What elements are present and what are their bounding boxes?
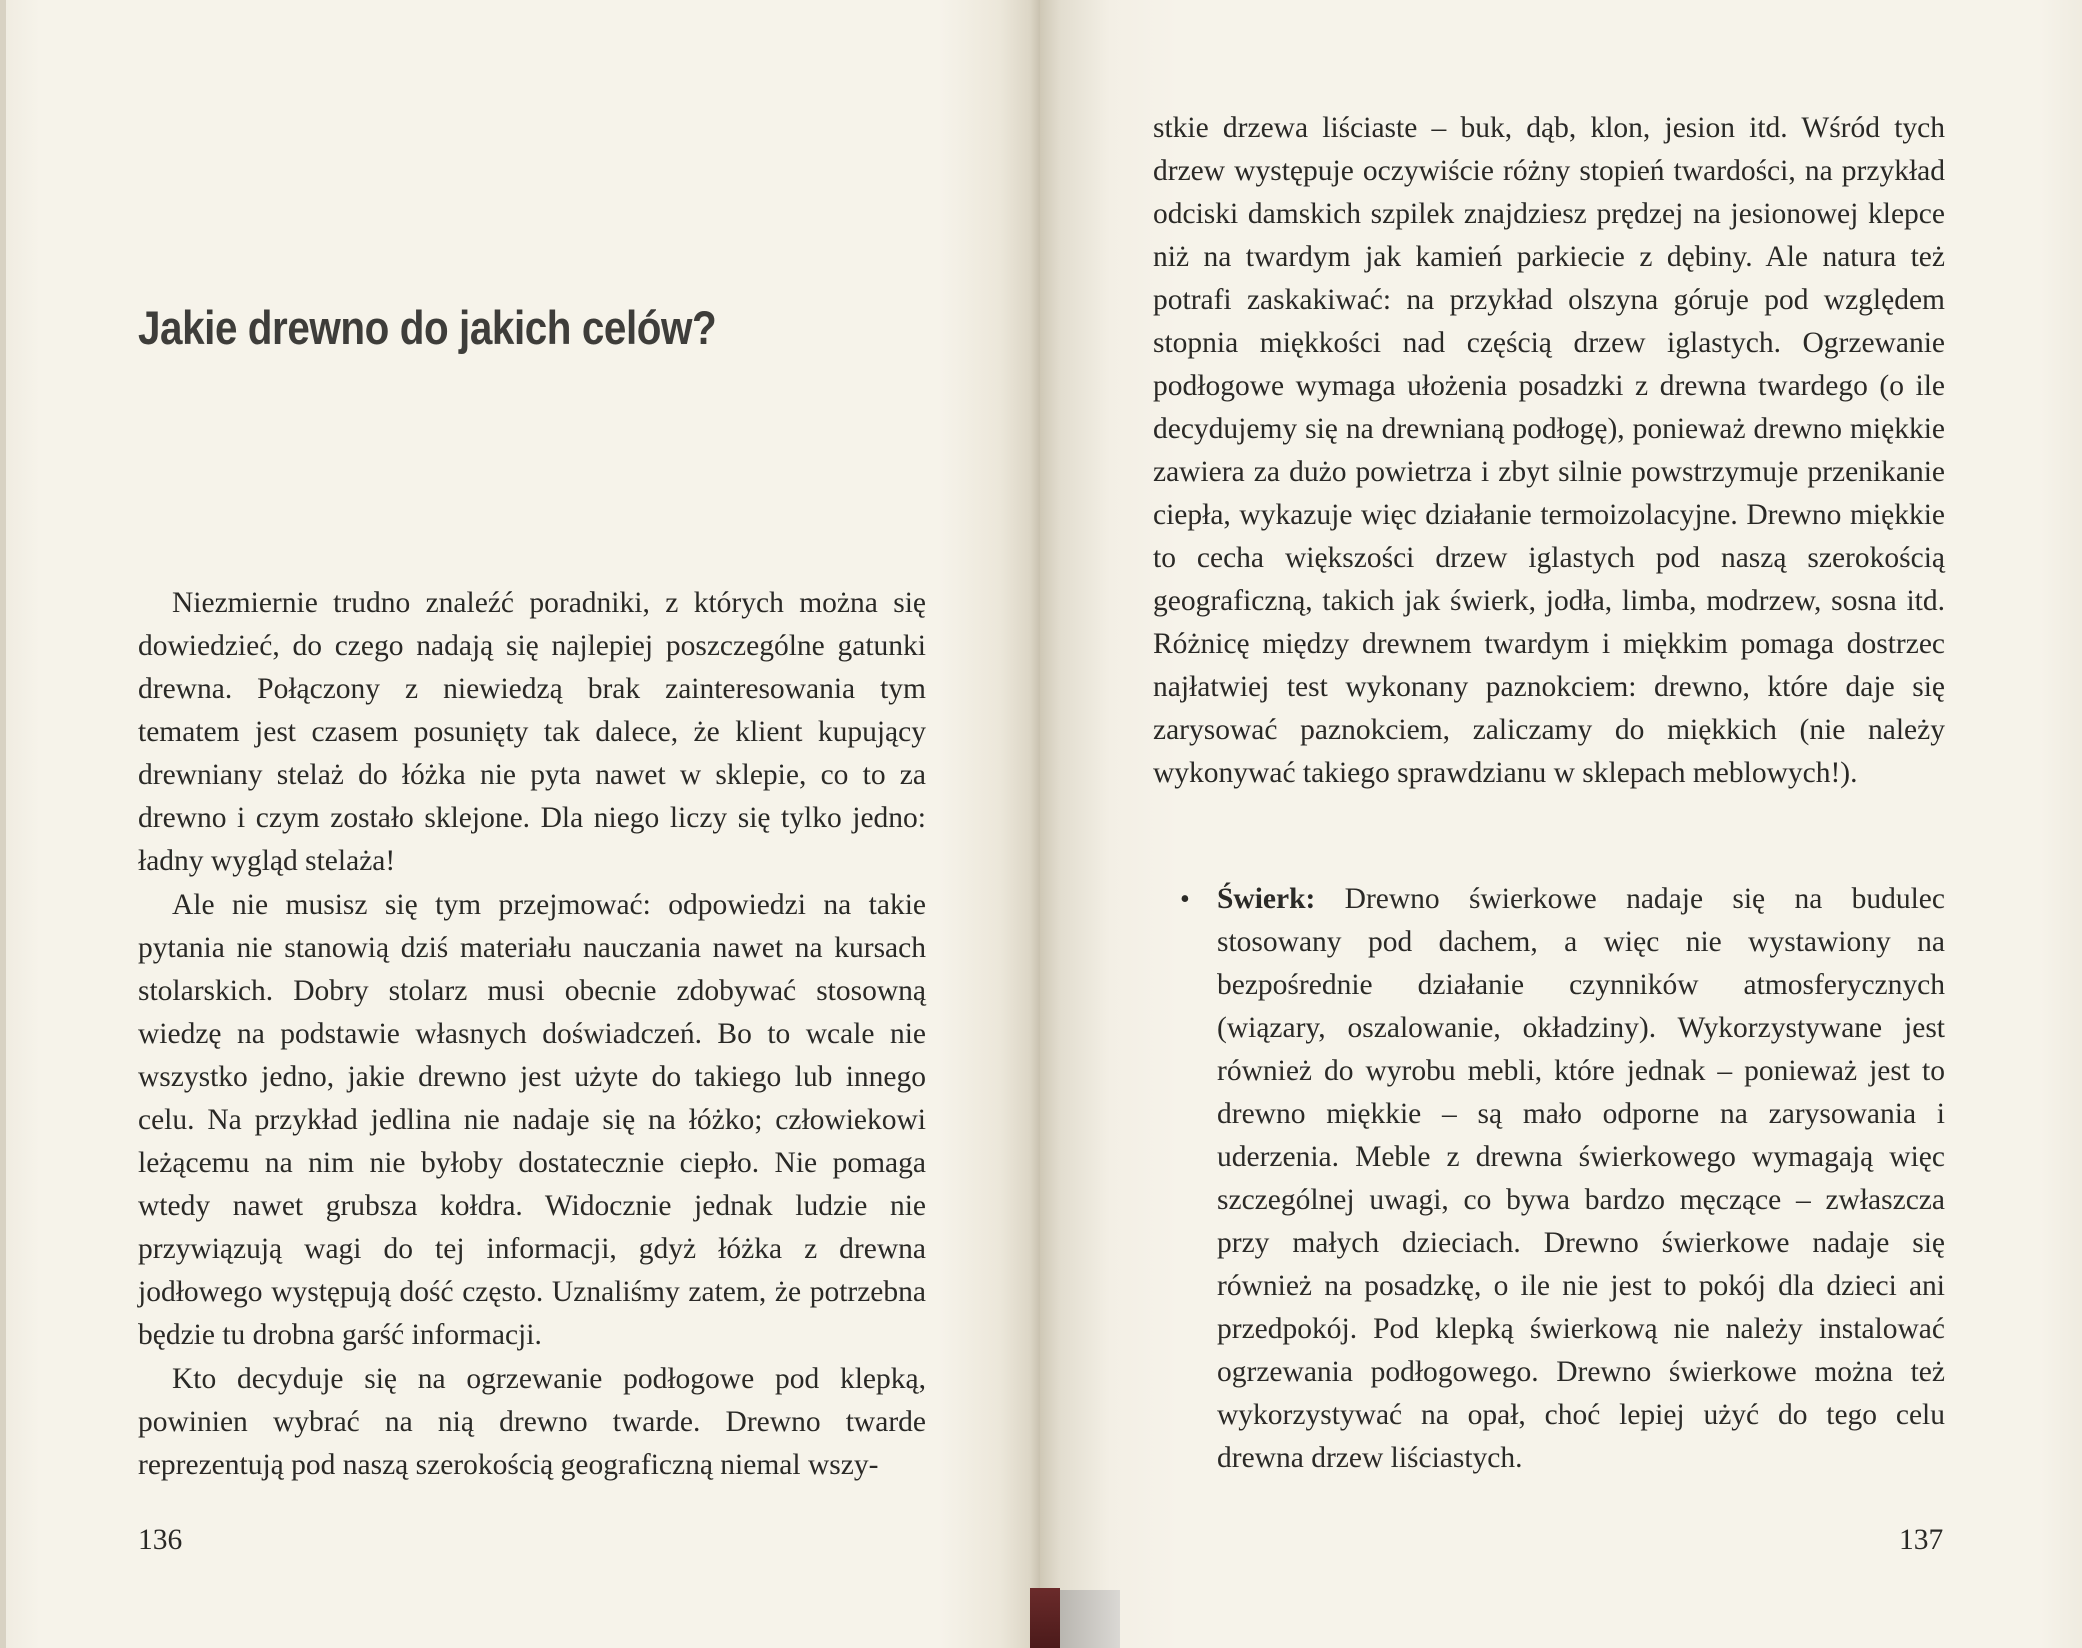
left-body-text: [138, 582, 926, 1487]
chapter-heading: Jakie drewno do jakich celów?: [138, 301, 717, 354]
page-number-right: 137: [1899, 1524, 1944, 1556]
scan-background: [1060, 1590, 1120, 1648]
list-item: [1180, 878, 1945, 1480]
paragraph: Ale nie musisz się tym przejmować: odpowiedzi na takie pytania nie stanowią dziś materiału nauczania nawet na kursach stolarskich. Dobry stolarz musi obecnie zdobywać stosowną wiedzę na podstawie własnych doświadczeń. Bo to wcale nie wszystko jedno, jakie drewno jest użyte do takiego lub innego celu. Na przykład jedlina nie nadaje się na łóżko; człowiekowi leżącemu na nim nie byłoby dostatecznie ciepło. Nie pomaga wtedy nawet grubsza kołdra. Widocznie jednak ludzie nie przywiązują wagi do tej informacji, gdyż łóżka z drewna jodłowego występują dość często. Uznaliśmy zatem, że potrzebna będzie tu drobna garść informacji.: [138, 889, 926, 1351]
paragraph: stkie drzewa liściaste – buk, dąb, klon, jesion itd. Wśród tych drzew występuje oczywiście różny stopień twardości, na przykład odciski damskich szpilek znajdziesz prędzej na jesionowej klepce niż na twardym jak kamień parkiecie z dębiny. Ale natura też potrafi zaskakiwać: na przykład olszyna góruje pod względem stopnia miękkości nad częścią drzew iglastych. Ogrzewanie podłogowe wymaga ułożenia posadzki z drewna twardego (o ile decydujemy się na drewnianą podłogę), ponieważ drewno miękkie zawiera za dużo powietrza i zbyt silnie powstrzymuje przenikanie ciepła, wykazuje więc działanie termoizolacyjne. Drewno miękkie to cecha większości drzew iglastych pod naszą szerokością geograficzną, takich jak świerk, jodła, limba, modrzew, sosna itd. Różnicę między drewnem twardym i miękkim pomaga dostrzec najłatwiej test wykonany paznokciem: drewno, które daje się zarysować paznokciem, zaliczamy do miękkich (nie należy wykonywać takiego sprawdzianu w sklepach meblowych!).: [1153, 112, 1945, 789]
paragraph: Niezmiernie trudno znaleźć poradniki, z których można się dowiedzieć, do czego nadają się najlepiej poszczególne gatunki drewna. Połączony z niewiedzą brak zainteresowania tym tematem jest czasem posunięty tak dalece, że klient kupujący drewniany stelaż do łóżka nie pyta nawet w sklepie, co to za drewno i czym zostało sklejone. Dla niego liczy się tylko jedno: ładny wygląd stelaża!: [138, 587, 926, 877]
bullet-icon: •: [1180, 884, 1190, 915]
page-number-left: 136: [138, 1524, 183, 1556]
bullet-text: Drewno świerkowe nadaje się na budulec stosowany pod dachem, a więc nie wystawiony na bezpośrednie działanie czynników atmosferycznych (wiązary, oszalowanie, okładziny). Wykorzystywane jest również do wyrobu mebli, które jednak – ponieważ jest to drewno miękkie – są mało odporne na zarysowania i uderzenia. Meble z drewna świerkowego wymagają więc szczególnej uwagi, co bywa bardzo męczące – zwłaszcza przy małych dzieciach. Drewno świerkowe nadaje się również na posadzkę, o ile nie jest to pokój dla dzieci ani przedpokój. Pod klepką świerkową nie należy instalować ogrzewania podłogowego. Drewno świerkowe można też wykorzystywać na opał, choć lepiej użyć do tego celu drewna drzew liściastych.: [1217, 883, 1945, 1474]
right-body-text: [1153, 107, 1945, 795]
paragraph: Kto decyduje się na ogrzewanie podłogowe pod klepką, powinien wybrać na nią drewno twarde. Drewno twarde reprezentują pod naszą szerokością geograficzną niemal wszy-: [138, 1363, 926, 1481]
bullet-title: Świerk:: [1217, 883, 1316, 915]
left-page: [0, 0, 1040, 1648]
book-spine: [1030, 1588, 1060, 1648]
bullet-list: [1180, 878, 1945, 1480]
page-edge: [0, 0, 6, 1648]
